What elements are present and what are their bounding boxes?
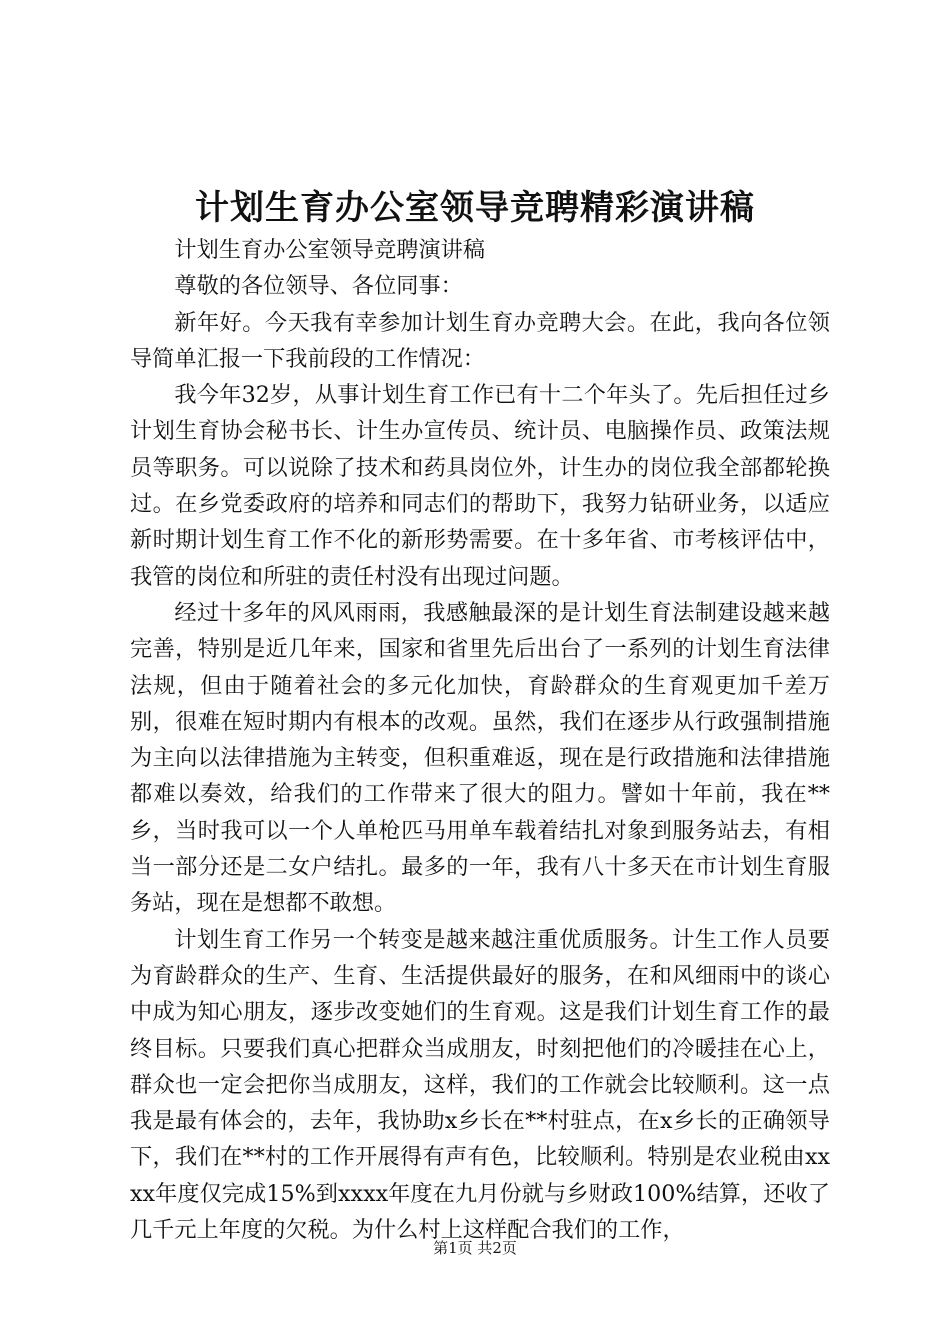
body-paragraph: 我今年32岁，从事计划生育工作已有十二个年头了。先后担任过乡计划生育协会秘书长、计生办宣传员、统计员、电脑操作员、政策法规员等职务。可以说除了技术和药具岗位外，计生办的岗位我全部都轮换过。在乡党委政府的培养和同志们的帮助下，我努力钻研业务，以适应新时期计划生育工作不化的新形势需要。在十多年省、市考核评估中，我管的岗位和所驻的责任村没有出现过问题。 xyxy=(130,382,830,590)
subtitle-paragraph: 计划生育办公室领导竞聘演讲稿 xyxy=(174,237,486,263)
body-paragraph: 新年好。今天我有幸参加计划生育办竞聘大会。在此，我向各位领导简单汇报一下我前段的工作情况： xyxy=(130,309,830,372)
page-number-footer: 第1页 共2页 xyxy=(433,1239,517,1257)
body-paragraph: 计划生育工作另一个转变是越来越注重优质服务。计生工作人员要为育龄群众的生产、生育、生活提供最好的服务，在和风细雨中的谈心中成为知心朋友，逐步改变她们的生育观。这是我们计划生育工作的最终目标。只要我们真心把群众当成朋友，时刻把他们的冷暖挂在心上，群众也一定会把你当成朋友，这样，我们的工作就会比较顺利。这一点我是最有体会的，去年，我协助x乡长在**村驻点，在x乡长的正确领导下，我们在**村的工作开展得有声有色，比较顺利。特别是农业税由xxxx年度仅完成15%到xxxx年度在九月份就与乡财政100%结算，还收了几千元上年度的欠税。为什么村上这样配合我们的工作， xyxy=(130,926,830,1244)
salutation-paragraph: 尊敬的各位领导、各位同事： xyxy=(174,273,463,300)
body-paragraph: 经过十多年的风风雨雨，我感触最深的是计划生育法制建设越来越完善，特别是近几年来，国家和省里先后出台了一系列的计划生育法律法规，但由于随着社会的多元化加快，育龄群众的生育观更加千差万别，很难在短时期内有根本的改观。虽然，我们在逐步从行政强制措施为主向以法律措施为主转变，但积重难返，现在是行政措施和法律措施都难以奏效，给我们的工作带来了很大的阻力。譬如十年前，我在**乡，当时我可以一个人单枪匹马用单车载着结扎对象到服务站去，有相当一部分还是二女户结扎。最多的一年，我有八十多天在市计划生育服务站，现在是想都不敢想。 xyxy=(130,599,830,917)
document-body xyxy=(130,232,830,1248)
document-title: 计划生育办公室领导竞聘精彩演讲稿 xyxy=(195,188,755,228)
